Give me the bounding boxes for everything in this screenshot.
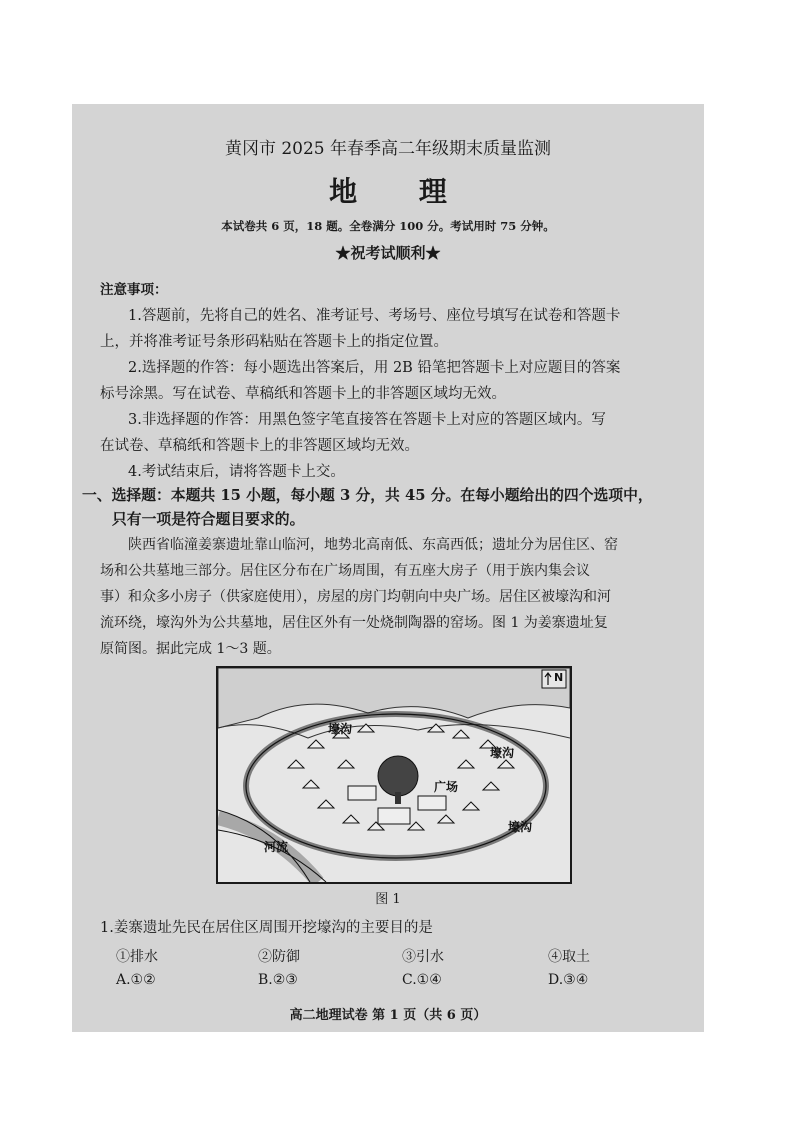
notice-line: 3.非选择题的作答：用黑色签字笔直接答在答题卡上对应的答题区域内。写 — [128, 412, 606, 428]
option-a: A.①② — [116, 972, 156, 988]
section-heading-cont: 只有一项是符合题目要求的。 — [112, 511, 305, 528]
exam-title: 地 理 — [329, 175, 473, 208]
passage-line: 场和公共墓地三部分。居住区分布在广场周围，有五座大房子（用于族内集会议 — [100, 563, 590, 579]
figure-caption: 图 1 — [375, 892, 401, 907]
option-d: D.③④ — [548, 972, 589, 988]
option-b: B.②③ — [258, 972, 298, 988]
passage-line: 事）和众多小房子（供家庭使用），房屋的房门均朝向中央广场。居住区被壕沟和河 — [100, 589, 611, 605]
passage-line: 流环绕，壕沟外为公共墓地，居住区外有一处烧制陶器的窑场。图 1 为姜寨遗址复 — [100, 615, 608, 631]
question-item: ②防御 — [258, 949, 300, 965]
jiangzhai-site-map — [216, 666, 572, 884]
notice-line: 上，并将准考证号条形码粘贴在答题卡上的指定位置。 — [100, 334, 448, 350]
notice-line: 标号涂黑。写在试卷、草稿纸和答题卡上的非答题区域均无效。 — [100, 386, 506, 402]
question-stem: 1.姜寨遗址先民在居住区周围开挖壕沟的主要目的是 — [100, 920, 433, 936]
notice-line: 2.选择题的作答：每小题选出答案后，用 2B 铅笔把答题卡上对应题目的答案 — [128, 360, 621, 376]
north-label: N — [554, 671, 564, 684]
blessing-line: ★祝考试顺利★ — [335, 244, 441, 262]
plaza-label: 广场 — [434, 780, 459, 794]
moat-label: 壕沟 — [508, 820, 533, 834]
question-item: ①排水 — [116, 949, 158, 965]
moat-label: 壕沟 — [328, 722, 353, 736]
notice-line: 在试卷、草稿纸和答题卡上的非答题区域均无效。 — [100, 438, 419, 454]
option-c: C.①④ — [402, 972, 442, 988]
passage-line: 陕西省临潼姜寨遗址靠山临河，地势北高南低、东高西低；遗址分为居住区、窑 — [128, 537, 618, 553]
moat-label: 壕沟 — [490, 746, 515, 760]
question-item: ④取土 — [548, 949, 590, 965]
exam-page — [72, 104, 704, 1032]
notice-line: 1.答题前，先将自己的姓名、准考证号、考场号、座位号填写在试卷和答题卡 — [128, 308, 621, 324]
notice-heading: 注意事项： — [100, 282, 168, 298]
question-item: ③引水 — [402, 949, 444, 965]
notice-line: 4.考试结束后，请将答题卡上交。 — [128, 464, 345, 480]
section-heading: 一、选择题：本题共 15 小题，每小题 3 分，共 45 分。在每小题给出的四个选项中， — [82, 487, 653, 504]
exam-info: 本试卷共 6 页，18 题。全卷满分 100 分。考试用时 75 分钟。 — [221, 219, 555, 233]
page-footer: 高二地理试卷 第 1 页（共 6 页） — [289, 1008, 487, 1023]
passage-line: 原简图。据此完成 1～3 题。 — [100, 641, 281, 657]
exam-subtitle: 黄冈市 2025 年春季高二年级期末质量监测 — [224, 139, 552, 159]
river-label: 河流 — [264, 840, 289, 854]
